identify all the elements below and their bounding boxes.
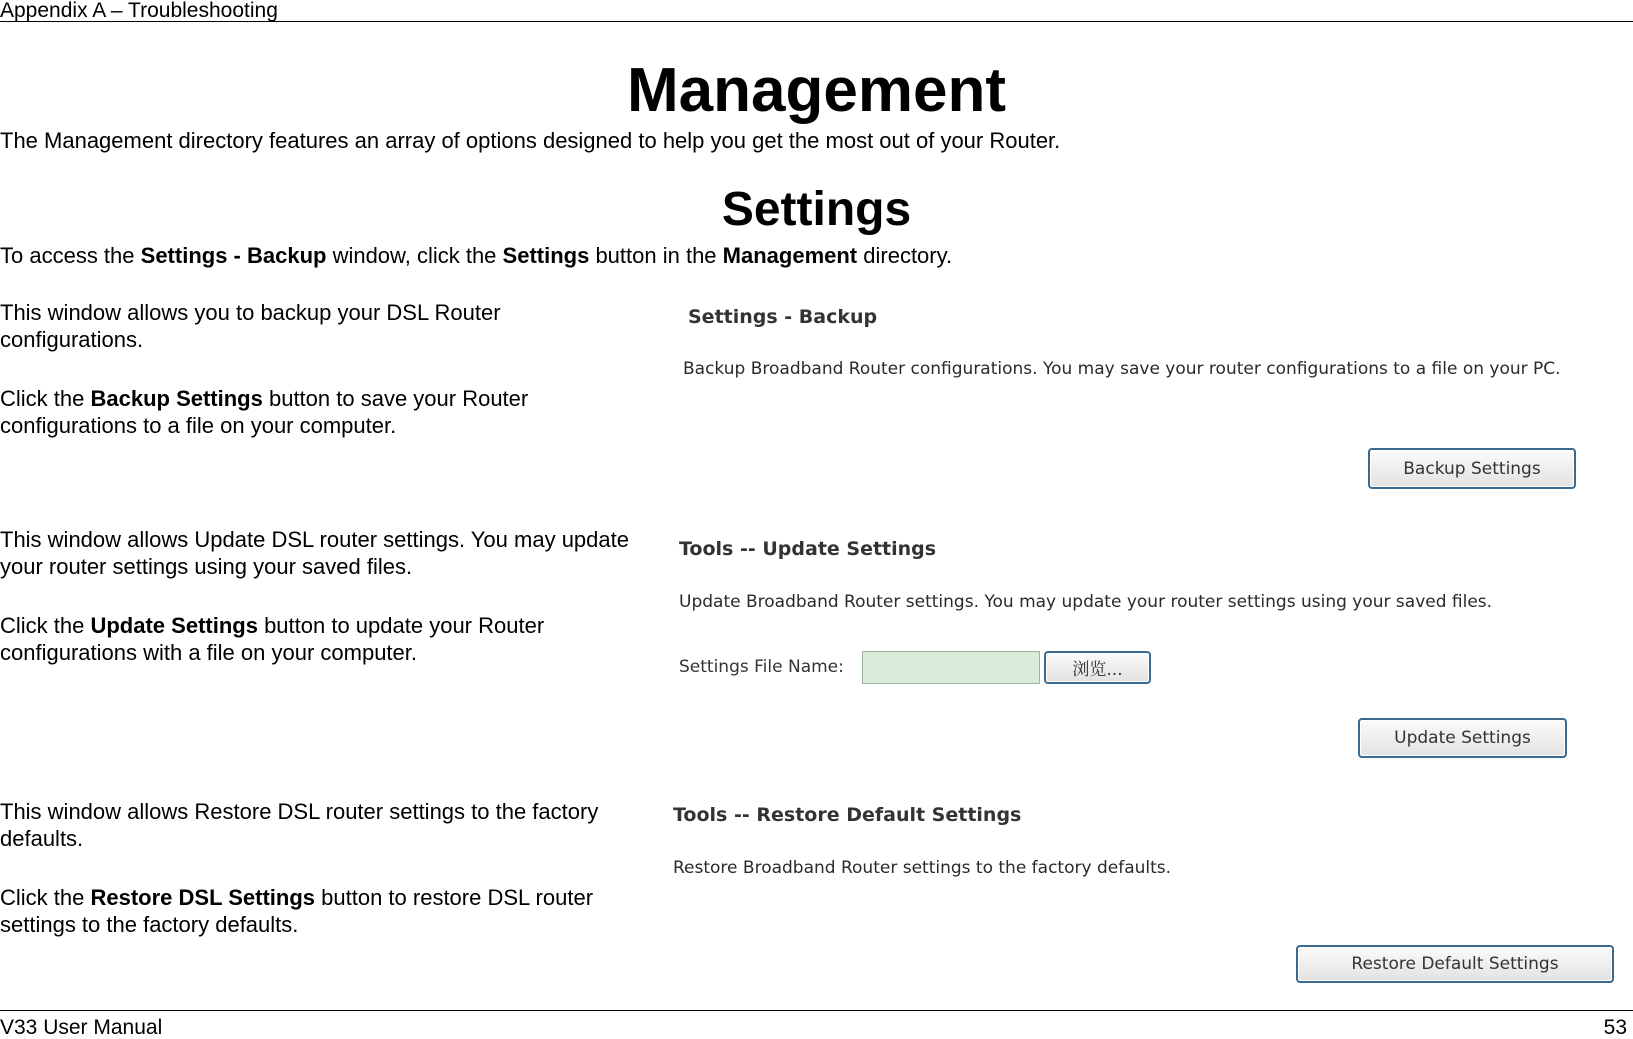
settings-file-label: Settings File Name: xyxy=(679,657,844,677)
running-header: Appendix A – Troubleshooting xyxy=(0,0,278,22)
restore-screenshot xyxy=(640,790,1630,990)
backup-panel-title: Settings - Backup xyxy=(688,306,878,328)
restore-panel-title: Tools -- Restore Default Settings xyxy=(673,804,1022,826)
section-title: Settings xyxy=(721,183,912,236)
intro-paragraph: The Management directory features an array of options designed to help you get the most out of your Router. xyxy=(0,128,1061,153)
restore-panel-description: Restore Broadband Router settings to the factory defaults. xyxy=(673,858,1172,878)
update-click-instructions: Click the Update Settings button to update your Router configurations with a file on your computer. xyxy=(0,613,545,665)
update-screenshot xyxy=(640,520,1630,760)
update-panel-description: Update Broadband Router settings. You may update your router settings using your saved files. xyxy=(679,592,1493,612)
backup-click-instructions: Click the Backup Settings button to save your Router configurations to a file on your computer. xyxy=(0,386,529,438)
restore-description: This window allows Restore DSL router settings to the factory defaults. xyxy=(0,799,599,851)
backup-screenshot xyxy=(640,290,1630,500)
restore-default-settings-button[interactable]: Restore Default Settings xyxy=(1296,945,1614,983)
update-description: This window allows Update DSL router settings. You may update your router settings using your saved files. xyxy=(0,527,629,579)
page-title: Management xyxy=(627,56,1006,125)
update-settings-button[interactable]: Update Settings xyxy=(1358,718,1567,758)
page-number: 53 xyxy=(1603,1016,1627,1039)
backup-panel-description: Backup Broadband Router configurations. You may save your router configurations to a file on your PC. xyxy=(683,359,1561,379)
browse-button[interactable]: 浏览... xyxy=(1044,651,1151,684)
settings-file-input[interactable] xyxy=(862,651,1040,684)
header-rule xyxy=(0,21,1633,22)
restore-click-instructions: Click the Restore DSL Settings button to restore DSL router settings to the factory defaults. xyxy=(0,885,594,937)
update-panel-title: Tools -- Update Settings xyxy=(679,538,937,560)
access-instructions: To access the Settings - Backup window, click the Settings button in the Management directory. xyxy=(0,243,953,268)
backup-description: This window allows you to backup your DSL Router configurations. xyxy=(0,300,501,352)
footer-rule xyxy=(0,1010,1633,1011)
manual-name: V33 User Manual xyxy=(0,1016,163,1039)
backup-settings-button[interactable]: Backup Settings xyxy=(1368,448,1576,489)
